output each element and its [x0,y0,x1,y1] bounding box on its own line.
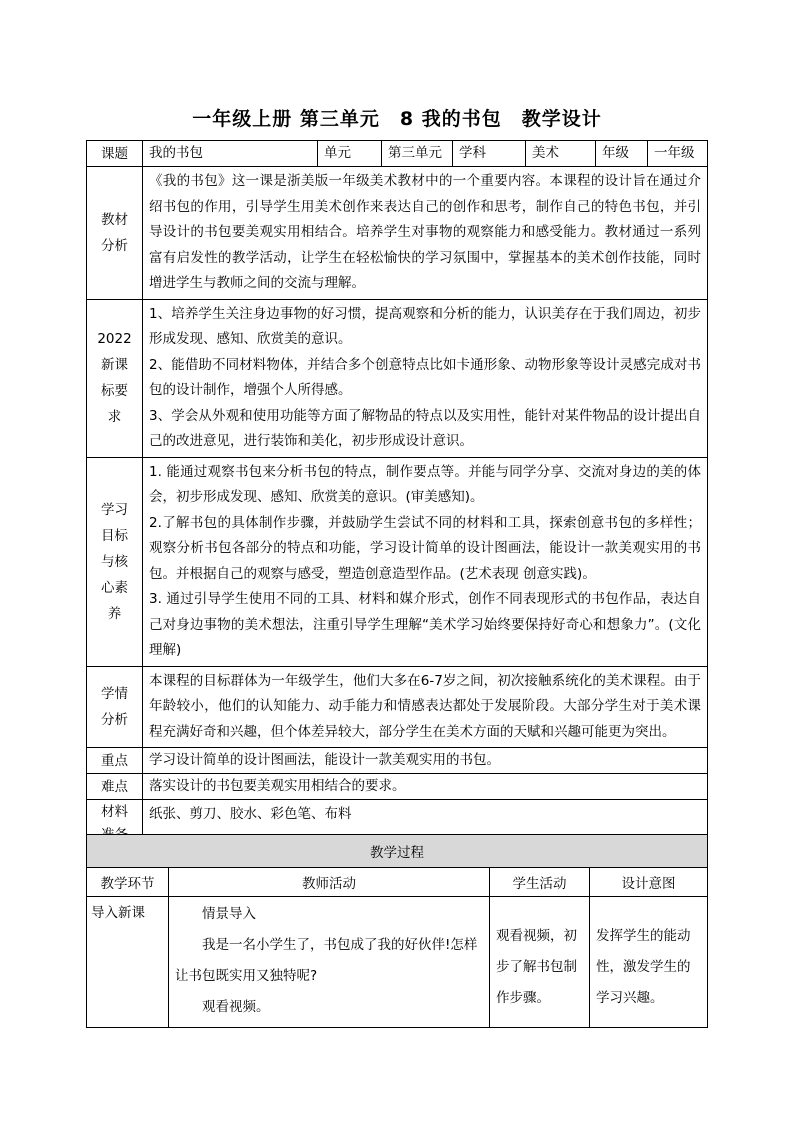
standard-item: 3、学会从外观和使用功能等方面了解物品的特点以及实用性，能针对某件物品的设计提出自己的改进意见，进行装饰和美化，初步形成设计意识。 [149,407,701,449]
row-stage: 导入新课 [87,897,169,1028]
materials-label-text: 材料 [101,803,128,820]
row-teacher [169,897,490,1028]
curriculum-standard-row [87,299,708,457]
learner-analysis-label-text: 学情 分析 [101,685,128,728]
objective-item: 3. 通过引导学生使用不同的工具、材料和媒介形式，创作不同表现形式的书包作品，表达自己对身边事物的美术想法，注重引导学生理解“美术学习始终要保持好奇心和想象力”。(文化理解) [149,591,701,658]
col-intent: 设计意图 [590,868,708,897]
process-column-headers [87,868,708,897]
grade-label: 年级 [596,141,648,167]
textbook-analysis-text: 《我的书包》这一课是浙美版一年级美术教材中的一个重要内容。本课程的设计旨在通过介绍书包的作用，引导学生用美术创作来表达自己的创作和思考，制作自己的特色书包，并引导设计的书包要美观实用相结合。培养学生对事物的观察能力和感受能力。教材通过一系列富有启发性的教学活动，让学生在轻松愉快的学习氛围中，掌握基本的美术创作技能，同时增进学生与教师之间的交流与理解。 [143,167,708,300]
row-intent: 发挥学生的能动性，激发学生的学习兴趣。 [590,897,708,1028]
topic-value: 我的书包 [143,141,318,167]
key-point-label: 重点 [87,748,143,774]
process-header: 教学过程 [87,835,708,868]
objectives-label-text: 学习 目标 与核 心素 养 [101,501,128,622]
objectives-label [87,457,143,666]
objectives-text [143,457,708,666]
difficulty-row [87,774,708,800]
learner-analysis-row [87,666,708,748]
col-student: 学生活动 [490,868,590,897]
unit-value: 第三单元 [382,141,453,167]
topic-label: 课题 [87,141,143,167]
key-point-row [87,748,708,774]
header-row [87,141,708,167]
col-teacher: 教师活动 [169,868,490,897]
textbook-analysis-label-text: 教材 分析 [101,211,128,254]
teaching-process-table [86,834,708,1028]
teacher-line: 情景导入 [202,906,256,922]
curriculum-standard-text [143,299,708,457]
learner-analysis-text: 本课程的目标群体为一年级学生，他们大多在6-7岁之间，初次接触系统化的美术课程。由于年龄较小，他们的认知能力、动手能力和情感表达都处于发展阶段。大部分学生对于美术课程充满好奇和兴趣，但个体差异较大，部分学生在美术方面的天赋和兴趣可能更为突出。 [143,666,708,748]
row-student: 观看视频，初步了解书包制作步骤。 [490,897,590,1028]
key-point-text: 学习设计简单的设计图画法，能设计一款美观实用的书包。 [143,748,708,774]
textbook-analysis-label [87,167,143,300]
difficulty-label: 难点 [87,774,143,800]
grade-value: 一年级 [648,141,708,167]
unit-label: 单元 [318,141,382,167]
textbook-analysis-row [87,167,708,300]
teacher-line: 观看视频。 [202,999,270,1015]
difficulty-text: 落实设计的书包要美观实用相结合的要求。 [143,774,708,800]
curriculum-standard-label-text: 2022 新课 标要 求 [97,331,132,425]
teacher-line: 我是一名小学生了，书包成了我的好伙伴!怎样让书包既实用又独特呢? [175,937,478,984]
lesson-info-table [86,140,708,848]
curriculum-standard-label [87,299,143,457]
objective-item: 1. 能通过观察书包来分析书包的特点，制作要点等。并能与同学分享、交流对身边的美的体会，初步形成发现、感知、欣赏美的意识。(审美感知)。 [149,463,701,505]
standard-item: 1、培养学生关注身边事物的好习惯，提高观察和分析的能力，认识美存在于我们周边，初步形成发现、感知、欣赏美的意识。 [149,305,701,347]
learner-analysis-label [87,666,143,748]
objectives-row [87,457,708,666]
col-stage: 教学环节 [87,868,169,897]
process-row [87,897,708,1028]
objective-item: 2.了解书包的具体制作步骤，并鼓励学生尝试不同的材料和工具，探索创意书包的多样性；观察分析书包各部分的特点和功能，学习设计简单的设计图画法，能设计一款美观实用的书包。并根据自己的观察与感受，塑造创意造型作品。(艺术表现 创意实践)。 [149,514,701,582]
document-title: 一年级上册 第三单元 8 我的书包 教学设计 [192,108,602,130]
subject-value: 美术 [526,141,596,167]
materials-text: 纸张、剪刀、胶水、彩色笔、布料 [143,800,708,848]
standard-item: 2、能借助不同材料物体，并结合多个创意特点比如卡通形象、动物形象等设计灵感完成对书包的设计制作，增强个人所得感。 [149,356,701,398]
subject-label: 学科 [453,141,526,167]
